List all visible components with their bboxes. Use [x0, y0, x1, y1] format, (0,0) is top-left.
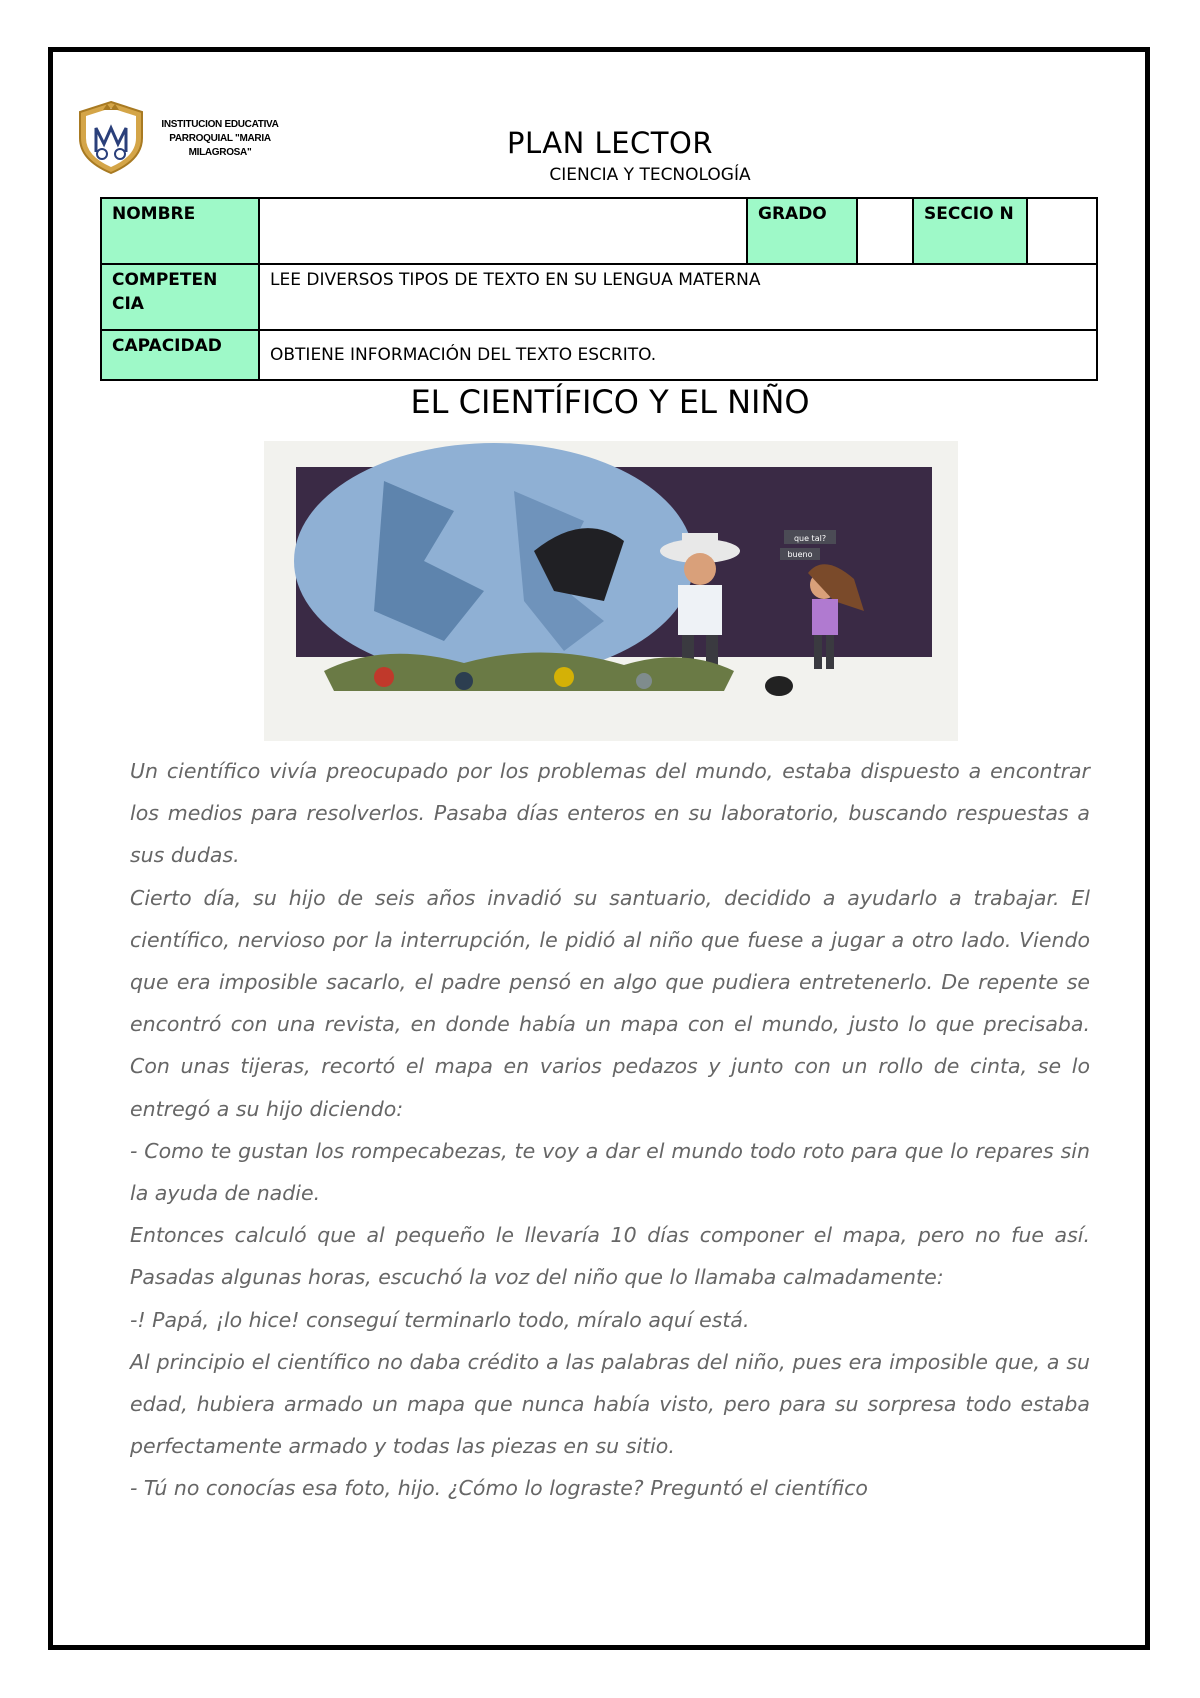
page-title: PLAN LECTOR [507, 126, 713, 160]
story-paragraph: Al principio el científico no daba crédito a las palabras del niño, pues era imposible que, a su edad, hubiera armado un mapa que nunca había visto, pero para su sorpresa todo estaba perfectamente armado y todas las piezas en su sitio. [130, 1349, 1090, 1459]
story-paragraph: Entonces calculó que al pequeño le llevaría 10 días componer el mapa, pero no fue así. Pasadas algunas horas, escuchó la voz del niño que lo llamaba calmadamente: [130, 1223, 1090, 1290]
student-info-table [100, 197, 1098, 381]
story-paragraph: -! Papá, ¡lo hice! conseguí terminarlo todo, míralo aquí está. [130, 1307, 750, 1332]
speech-bubble-text-2: bueno [787, 550, 813, 559]
speech-bubble-text-1: que tal? [793, 534, 827, 543]
story-paragraph: - Tú no conocías esa foto, hijo. ¿Cómo lo lograste? Preguntó el científico [130, 1476, 868, 1501]
scientist-globe-illustration [264, 441, 958, 741]
nombre-field[interactable] [259, 198, 747, 264]
table-row [101, 330, 1097, 380]
story-paragraph: Un científico vivía preocupado por los problemas del mundo, estaba dispuesto a encontrar los medios para resolverlos. Pasaba días enteros en su laboratorio, buscando respuestas a sus dudas. [130, 759, 1090, 868]
table-row [101, 198, 1097, 264]
competencia-value: LEE DIVERSOS TIPOS DE TEXTO EN SU LENGUA MATERNA [259, 264, 1097, 330]
story-body [130, 750, 1090, 1510]
story-title: EL CIENTÍFICO Y EL NIÑO [410, 383, 810, 421]
capacidad-label: CAPACIDAD [101, 330, 259, 380]
grado-field[interactable] [857, 198, 913, 264]
nombre-label: NOMBRE [101, 198, 259, 264]
grado-label: GRADO [747, 198, 857, 264]
page-subtitle: CIENCIA Y TECNOLOGÍA [549, 165, 751, 185]
school-name: INSTITUCION EDUCATIVA PARROQUIAL "MARIA MILAGROSA" [161, 119, 279, 158]
story-paragraph: Cierto día, su hijo de seis años invadió su santuario, decidido a ayudarlo a trabajar. El científico, nervioso por la interrupción, le pidió al niño que fuese a jugar a otro lado. Viendo que era imposible sacarlo, el padre pensó en algo que pudiera entretenerlo. De repente se encontró con una revista, en donde había un mapa con el mundo, justo lo que precisaba. Con unas tijeras, recortó el mapa en varios pedazos y junto con un rollo de cinta, se lo entregó a su hijo diciendo: [130, 885, 1090, 1121]
story-paragraph: - Como te gustan los rompecabezas, te voy a dar el mundo todo roto para que lo repares sin la ayuda de nadie. [130, 1138, 1090, 1206]
seccion-field[interactable] [1027, 198, 1097, 264]
seccion-label: SECCIO N [913, 198, 1027, 264]
competencia-label: COMPETEN CIA [101, 264, 259, 330]
school-crest-logo [72, 98, 150, 176]
capacidad-value: OBTIENE INFORMACIÓN DEL TEXTO ESCRITO. [259, 330, 1097, 380]
table-row [101, 264, 1097, 330]
